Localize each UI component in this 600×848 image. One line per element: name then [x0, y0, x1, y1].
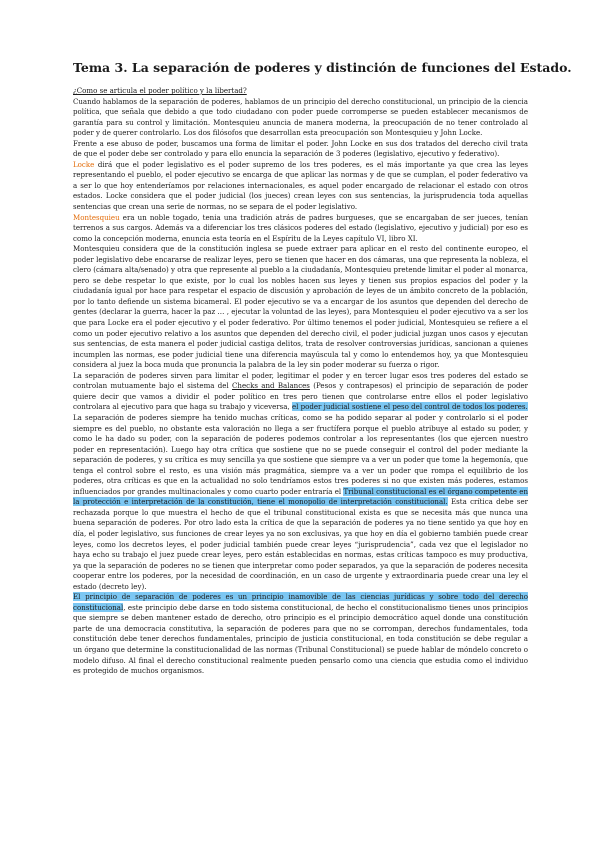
paragraph-7-text-b: Esta crítica debe ser rechazada porque lo que muestra el hecho de que el tribunal constitucional exista es que se necesita más que nunca una buena separación de poderes. Por otro lado esta la crítica de que la separación de poderes ya no tiene sentido ya que hoy en día, el poder legislativo, sus funciones de crear leyes ya no son exclusivas, ya que hoy en día el gobierno también puede crear leyes, como los decretos leyes, el poder judicial también puede crear leyes “jurisprudencia”, cada vez que el legislador no haya echo su trabajo el juez puede crear leyes, pero están establecidas en normas, estas críticas tampoco es muy productiva, ya que la separación de poderes no se tienen que interpretar como poder separados, ya que la separación de poderes necesita cooperar entre los poderes, por la necesidad de coordinación, en un caso de urgente y extraordinaria puede crear una ley el estado (decreto ley).: [73, 497, 528, 591]
paragraph-2: Frente a ese abuso de poder, buscamos una forma de limitar el poder. John Locke en sus dos tratados del derecho civil trata de que el poder debe ser controlado y para ello enuncia la separación de 3 poderes (legislativo, ejecutivo y federativo).: [73, 138, 528, 159]
paragraph-3: [73, 160, 528, 213]
document-body: [73, 86, 528, 677]
name-montesquieu: Montesquieu: [73, 212, 120, 222]
paragraph-4: [73, 213, 528, 245]
name-locke: Locke: [73, 159, 95, 169]
paragraph-7: [73, 413, 528, 592]
paragraph-7-text-a: La separación de poderes siempre ha tenido muchas críticas, como se ha podido separar al poder y controlarlo si el poder siempre es del pueblo, no obstante esta valoración no llega a ser fructífera porque el pueblo atribuye al estado su poder, y como le ha dado su poder, con la separación de poderes podemos controlar a los representantes (los que ejercen nuestro poder en representación). Luego hay otra crítica que sostiene que no se puede conseguir el control del poder mediante la separación de poderes, y su crítica es muy sencilla ya que sostiene que siempre va a ver un poder que tome la hegemonía, que tenga el control sobre el resto, es una visión más pragmática, siempre va a ver un poder que rompa el equilibrio de los poderes, otra críticas es que en la actualidad no solo tendríamos estos tres poderes si no que existen más poderes, estamos influenciados por grandes multinacionales y como cuarto poder entraría el: [73, 412, 528, 496]
highlight-principle: El principio de separación de poderes es un principio inamovible de las ciencias jurídicas y sobre todo del derecho constitucional: [73, 592, 528, 612]
paragraph-6-text-a: La separación de poderes sirven para limitar el poder, legitimar el poder y en tercer lugar esos tres poderes del estado se controlan mutuamente bajo el sistema del: [73, 370, 528, 391]
document-title: Tema 3. La separación de poderes y distinción de funciones del Estado.: [73, 60, 572, 75]
paragraph-6: [73, 371, 528, 413]
paragraph-8: [73, 592, 528, 676]
highlight-tribunal-constitucional: Tribunal constitucional es el órgano competente en la protección e interpretación de la constitución, tiene el monopolio de interpretación constitucional.: [73, 486, 528, 507]
paragraph-5: Montesquieu considera que de la constitución inglesa se puede extraer para aplicar en el resto del continente europeo, el poder legislativo debe encararse de realizar leyes, pero se tienen que hacer en dos cámaras, una que representa la nobleza, el clero (cámara alta/senado) y otra que represente al pueblo a la ciudadanía, Montesquieu pretende limitar el poder al monarca, pero se debe respetar lo que existe, por lo cual los nobles hacen sus leyes y tienen sus propios espacios del poder y la ciudadanía igual por hace para respetar el espacio de discusión y aprobación de leyes de un ámbito concreto de la población, por lo tanto defiende un sistema bicameral. El poder ejecutivo se va a encargar de los asuntos que dependen del derecho de gentes (declarar la guerra, hacer la paz … , ejecutar la voluntad de las leyes), para Montesquieu el poder ejecutivo va a ser los que para Locke era el poder ejecutivo y el poder federativo. Por último tenemos el poder judicial, Montesquieu se refiere a el como un poder ejecutivo relativo a los asuntos que dependen del derecho civil, el poder judicial juzgan unos casos y ejecutan sus sentencias, de esta manera el poder judicial castiga delitos, trata de resolver controversias jurídicas, sancionan a quienes incumplen las normas, ese poder judicial tiene una diferencia mayúscula tal y como lo entendemos hoy, ya que Montesquieu considera al juez la boca muda que pronuncia la palabra de la ley sin poder moderar su fuerza o rigor.: [73, 244, 528, 370]
highlight-judicial-control: el poder judicial sostiene el peso del control de todos los poderes.: [291, 402, 528, 412]
checks-and-balances-term: Checks and Balances: [232, 381, 310, 391]
paragraph-3-text: dirá que el poder legislativo es el poder supremo de los tres poderes, es el más importante ya que crea las leyes representando el pueblo, el poder ejecutivo se encarga de que aplicar las normas y de que se cumplan, el poder federativo va a ser lo que hoy entenderíamos por relaciones internacionales, es aquel poder encargado de relacionar el estado con otros estados. Locke considera que el poder judicial (los jueces) crean leyes con sus sentencias, la jurisprudencia toda aquellas sentencias que crean una serie de normas, no se separa de el poder legislativo.: [73, 159, 528, 212]
paragraph-4-text: era un noble togado, tenia una tradición atrás de padres burgueses, que se encargaban de ser jueces, tenían terrenos a sus cargos. Además va a diferenciar los tres clásicos poderes del estado (legislativo, ejecutivo y judicial) por eso es como la concepción moderna, enuncia esta teoría en el Espíritu de la Leyes capítulo VI, libro XI.: [73, 212, 528, 243]
subheading: ¿Como se articula el poder político y la libertad?: [73, 86, 247, 95]
paragraph-1: Cuando hablamos de la separación de poderes, hablamos de un principio del derecho constitucional, un principio de la ciencia política, que señala que debido a que todo ciudadano con poder puede corromperse se pueden establecer mecanismos de garantía para su control y limitación. Montesquieu anuncia de manera moderna, la preocupación de no tener controlado al poder y de querer controlarlo. Los dos filósofos que desarrollan esta preocupación son Montesquieu y John Locke.: [73, 96, 528, 138]
paragraph-8-text: , este principio debe darse en todo sistema constitucional, de hecho el constitucionalismo tienes unos principios que siempre se deben mantener estado de derecho, otro principio es el principio democrático aquel donde una constitución parte de una democracia constitutiva, la separación de poderes para que no se corrompan, derechos fundamentales, toda constitución debe tener derechos fundamentales, principio de justicia constitucional, en toda constitución se debe regular a un órgano que determine la constitucionalidad de las normas (Tribunal Constitucional) se puede hablar de móndelo concreto o modelo difuso. Al final el derecho constitucional realmente pueden pensarlo como una ciencia que estudia como el individuo es protegido de muchos organismos.: [73, 602, 528, 676]
paragraph-6-text-b: (Pesos y contrapesos) el principio de separación de poder quiere decir que vamos a dividir el poder político en tres pero tienen que controlarse entre ellos el poder legislativo controlara al ejecutivo para que haga su trabajo y viceversa,: [73, 381, 528, 412]
